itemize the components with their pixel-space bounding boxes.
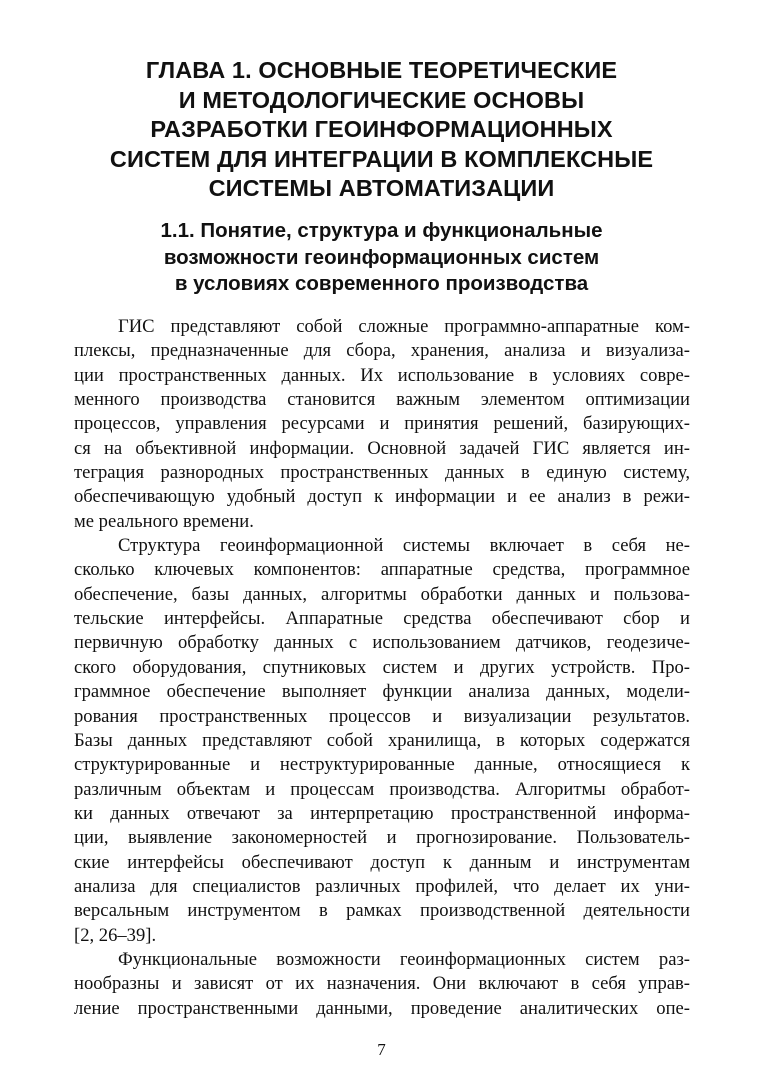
text-line: граммное обеспечение выполняет функции анализа данных, модели- xyxy=(74,681,690,703)
text-line: ские интерфейсы обеспечивают доступ к данным и инструментам xyxy=(74,851,690,873)
text-line: ление пространственными данными, проведение аналитических опе- xyxy=(74,997,690,1019)
text-line: ского оборудования, спутниковых систем и других устройств. Про- xyxy=(74,656,690,678)
text-line: нообразны и зависят от их назначения. Они включают в себя управ- xyxy=(74,973,690,995)
text-line: теграция разнородных пространственных данных в единую систему, xyxy=(74,462,690,484)
text-line: Структура геоинформационной системы включает в себя не- xyxy=(118,535,690,557)
chapter-title-line: СИСТЕМ ДЛЯ ИНТЕГРАЦИИ В КОМПЛЕКСНЫЕ xyxy=(109,145,654,172)
chapter-title-line: ГЛАВА 1. ОСНОВНЫЕ ТЕОРЕТИЧЕСКИЕ xyxy=(145,57,618,83)
text-line: структурированные и неструктурированные данные, относящиеся к xyxy=(74,754,690,776)
text-line: различным объектам и процессам производства. Алгоритмы обработ- xyxy=(74,778,690,800)
text-line: сколько ключевых компонентов: аппаратные средства, программное xyxy=(74,559,690,581)
body-text xyxy=(74,315,690,1021)
text-line: процессов, управления ресурсами и принятия решений, базирующих- xyxy=(74,413,690,435)
text-line: версальным инструментом в рамках производственной деятельности xyxy=(74,900,690,922)
text-line: ме реального времени. xyxy=(74,510,254,532)
text-line: тельские интерфейсы. Аппаратные средства обеспечивают сбор и xyxy=(74,608,690,630)
text-line: ции, выявление закономерностей и прогнозирование. Пользователь- xyxy=(74,827,690,849)
chapter-title-line: И МЕТОДОЛОГИЧЕСКИЕ ОСНОВЫ xyxy=(178,86,585,113)
text-line: плексы, предназначенные для сбора, хранения, анализа и визуализа- xyxy=(74,340,690,362)
text-line: анализа для специалистов различных профилей, что делает их уни- xyxy=(74,875,690,897)
paragraph-gis-structure xyxy=(74,534,690,948)
paragraph-gis-functions xyxy=(74,948,690,1021)
section-title-line: в условиях современного производства xyxy=(174,272,589,295)
chapter-title xyxy=(60,56,703,204)
chapter-title-line: СИСТЕМЫ АВТОМАТИЗАЦИИ xyxy=(208,175,555,201)
page-number: 7 xyxy=(377,1040,386,1059)
text-line: Базы данных представляют собой хранилища, в которых содержатся xyxy=(74,729,690,751)
paragraph-gis-definition xyxy=(74,315,690,534)
text-line: рования пространственных процессов и визуализации результатов. xyxy=(74,705,690,727)
text-line: ся на объективной информации. Основной задачей ГИС является ин- xyxy=(74,437,690,459)
text-line: ции пространственных данных. Их использование в условиях совре- xyxy=(74,364,690,386)
citation-line: [2, 26–39]. xyxy=(74,924,157,946)
text-line: Функциональные возможности геоинформационных систем раз- xyxy=(118,948,690,970)
chapter-title-line: РАЗРАБОТКИ ГЕОИНФОРМАЦИОННЫХ xyxy=(150,116,613,142)
text-line: первичную обработку данных с использованием датчиков, геодезиче- xyxy=(74,632,690,654)
text-line: ки данных отвечают за интерпретацию пространственной информа- xyxy=(74,802,690,824)
section-title xyxy=(60,218,703,298)
section-title-line: возможности геоинформационных систем xyxy=(163,245,600,269)
text-line: менного производства становится важным элементом оптимизации xyxy=(74,389,690,411)
text-line: ГИС представляют собой сложные программно-аппаратные ком- xyxy=(118,316,690,337)
section-title-line: 1.1. Понятие, структура и функциональные xyxy=(160,219,603,242)
text-line: обеспечение, базы данных, алгоритмы обработки данных и пользова- xyxy=(74,583,690,605)
text-line: обеспечивающую удобный доступ к информации и ее анализ в режи- xyxy=(74,486,690,508)
